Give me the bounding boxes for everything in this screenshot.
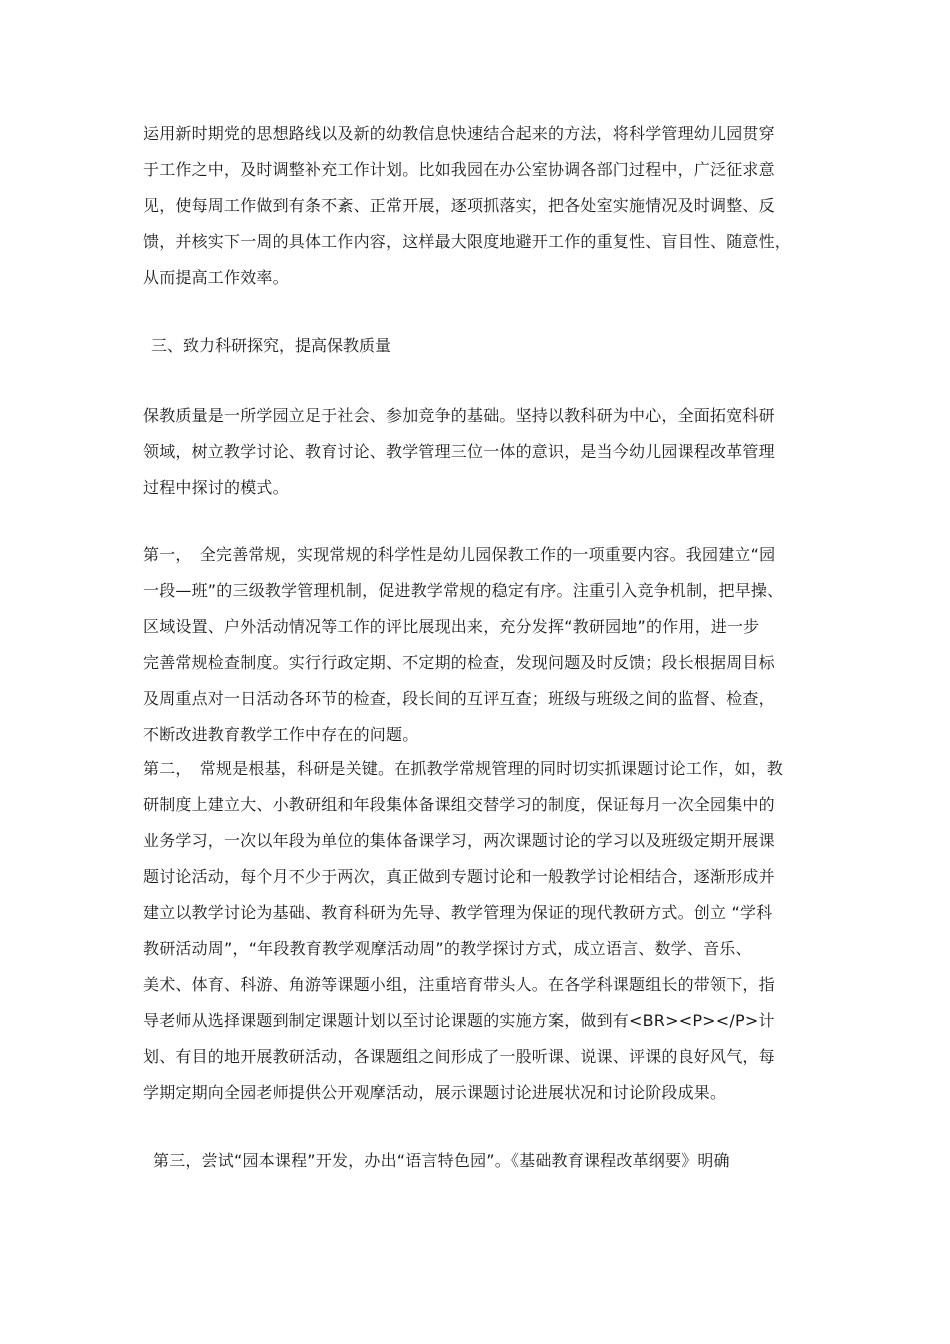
- paragraph-line: 领域，树立教学讨论、教育讨论、教学管理三位一体的意识，是当今幼儿园课程改革管理: [143, 442, 775, 461]
- paragraph-line: 题讨论活动，每个月不少于两次，真正做到专题讨论和一般教学讨论相结合，逐渐形成并: [143, 867, 775, 886]
- paragraph-4: [143, 751, 813, 1111]
- paragraph-line: 教研活动周”，“年段教育教学观摩活动周”的教学探讨方式，成立语言、数学、音乐、: [143, 939, 752, 958]
- paragraph-line: 不断改进教育教学工作中存在的问题。: [143, 725, 419, 744]
- paragraph-3: [143, 537, 813, 753]
- paragraph-line: 美术、体育、科游、角游等课题小组，注重培育带头人。在各学科课题组长的带领下，指: [143, 975, 775, 994]
- paragraph-1: [143, 116, 813, 296]
- paragraph-5: [153, 1143, 823, 1179]
- paragraph-line: 区域设置、户外活动情况等工作的评比展现出来，充分发挥“教研园地”的作用，进一步: [143, 617, 760, 636]
- paragraph-line: 建立以教学讨论为基础、教育科研为先导、教学管理为保证的现代教研方式。创立 “学科: [143, 903, 773, 922]
- paragraph-line: 过程中探讨的模式。: [143, 478, 289, 497]
- paragraph-line: 导老师从选择课题到制定课题计划以至讨论课题的实施方案，做到有<BR><P></P>计: [143, 1011, 775, 1030]
- paragraph-line: 第一， 全完善常规，实现常规的科学性是幼儿园保教工作的一项重要内容。我园建立“园: [143, 545, 776, 564]
- paragraph-line: 第三，尝试“园本课程”开发，办出“语言特色园”。《基础教育课程改革纲要》明确: [153, 1151, 730, 1170]
- paragraph-line: 业务学习，一次以年段为单位的集体备课学习，两次课题讨论的学习以及班级定期开展课: [143, 831, 775, 850]
- paragraph-line: 学期定期向全园老师提供公开观摩活动，展示课题讨论进展状况和讨论阶段成果。: [143, 1083, 727, 1102]
- paragraph-line: 划、有目的地开展教研活动，各课题组之间形成了一股听课、说课、评课的良好风气，每: [143, 1047, 775, 1066]
- paragraph-line: 馈，并核实下一周的具体工作内容，这样最大限度地避开工作的重复性、盲目性、随意性，: [143, 232, 792, 251]
- section-heading: 三、致力科研探究，提高保教质量: [151, 336, 392, 355]
- paragraph-line: 于工作之中，及时调整补充工作计划。比如我园在办公室协调各部门过程中，广泛征求意: [143, 160, 775, 179]
- paragraph-line: 一段—班”的三级教学管理机制，促进教学常规的稳定有序。注重引入竞争机制，把早操、: [143, 581, 784, 600]
- paragraph-line: 第二， 常规是根基，科研是关键。在抓教学常规管理的同时切实抓课题讨论工作，如，教: [143, 759, 784, 778]
- paragraph-2: [143, 398, 813, 506]
- paragraph-line: 研制度上建立大、小教研组和年段集体备课组交替学习的制度，保证每月一次全园集中的: [143, 795, 775, 814]
- paragraph-line: 从而提高工作效率。: [143, 268, 289, 287]
- paragraph-line: 完善常规检查制度。实行行政定期、不定期的检查，发现问题及时反馈；段长根据周目标: [143, 653, 775, 672]
- paragraph-line: 及周重点对一日活动各环节的检查，段长间的互评互查；班级与班级之间的监督、检查，: [143, 689, 775, 708]
- paragraph-line: 保教质量是一所学园立足于社会、参加竞争的基础。坚持以教科研为中心，全面拓宽科研: [143, 406, 775, 425]
- paragraph-line: 见，使每周工作做到有条不紊、正常开展，逐项抓落实，把各处室实施情况及时调整、反: [143, 196, 775, 215]
- paragraph-line: 运用新时期党的思想路线以及新的幼教信息快速结合起来的方法，将科学管理幼儿园贯穿: [143, 124, 775, 143]
